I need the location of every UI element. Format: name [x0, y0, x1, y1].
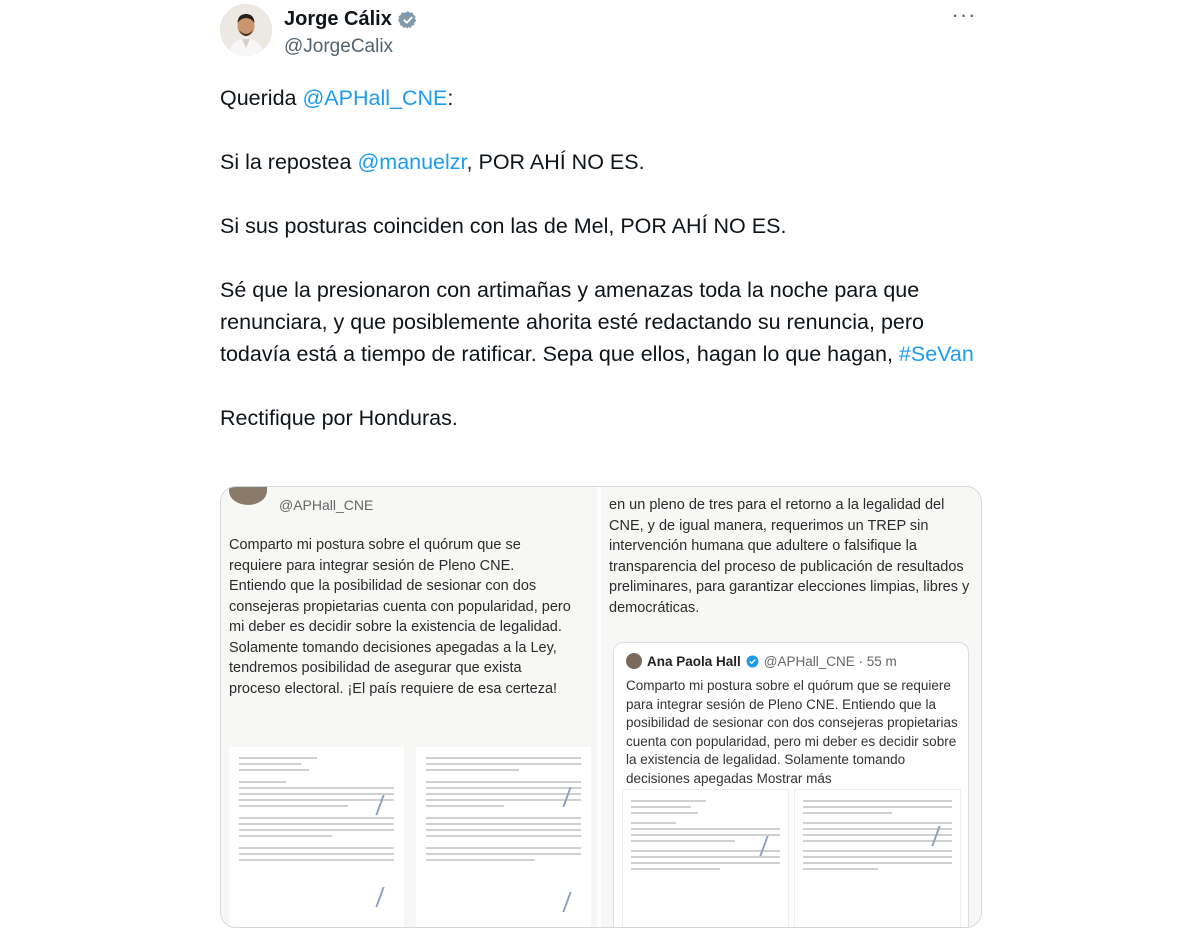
tweet-line-paragraph [220, 274, 980, 370]
author-name-row [284, 8, 418, 31]
tweet-line-greeting [220, 82, 980, 114]
quoted-name: Ana Paola Hall [647, 653, 741, 669]
document-page [622, 789, 789, 928]
tweet-line-posturas: Si sus posturas coinciden con las de Mel, POR AHÍ NO ES. [220, 214, 787, 238]
more-options-icon[interactable]: ··· [951, 2, 977, 27]
text-span: Sé que la presionaron con artimañas y amenazas toda la noche para que renunciara, y que posiblemente ahorita esté redactando su renuncia, pero todavía está a tiempo de ratificar. Sepa que ellos, hagan lo que hagan, [220, 278, 924, 366]
text-span: Si la repostea [220, 150, 358, 174]
quoted-tweet-header [626, 653, 897, 669]
author-display-name[interactable]: Jorge Cálix [284, 8, 392, 30]
image-left-text: Comparto mi postura sobre el quórum que se requiere para integrar sesión de Pleno CNE. Entiendo que la posibilidad de sesionar con dos consejeras propietarias cuenta con popularidad, pero mi deber es decidir sobre la existencia de legalidad. Solamente tomando decisiones apegadas a la Ley, tendremos posibilidad de asegurar que exista proceso electoral. ¡El país requiere de esa certeza! [229, 537, 571, 697]
tweet-line-closing: Rectifique por Honduras. [220, 406, 458, 430]
media-image-right[interactable] [601, 487, 981, 927]
text-span: , POR AHÍ NO ES. [466, 150, 645, 174]
tweet-media[interactable] [220, 486, 982, 928]
mention-aphall[interactable]: @APHall_CNE [302, 86, 448, 110]
document-page [416, 747, 591, 928]
quoted-text: Comparto mi postura sobre el quórum que se requiere para integrar sesión de Pleno CNE. Entiendo que la posibilidad de sesionar con dos consejeras propietarias cuenta con popularidad, pero mi deber es decidir sobre la existencia de legalidad. Solamente tomando decisiones apegadas Mostrar más [626, 678, 958, 786]
quoted-avatar [626, 653, 642, 669]
author-avatar[interactable] [220, 4, 272, 56]
media-image-left[interactable] [221, 487, 601, 927]
mention-manuelzr[interactable]: @manuelzr [357, 150, 467, 174]
tweet [220, 0, 980, 900]
quoted-meta: @APHall_CNE · 55 m [763, 653, 897, 669]
avatar-image [220, 4, 272, 56]
author-handle[interactable]: @JorgeCalix [284, 36, 394, 57]
verified-badge-icon [398, 10, 418, 30]
text-span: : [447, 86, 454, 110]
image-right-text: en un pleno de tres para el retorno a la legalidad del CNE, y de igual manera, requerimos un TREP sin intervención humana que adultere o falsifique la transparencia del proceso de publicación de resultados preliminares, para garantizar elecciones limpias, libres y democráticas. [609, 497, 970, 616]
document-page [794, 789, 961, 928]
quoted-tweet-card [613, 642, 969, 928]
tweet-text [220, 82, 980, 434]
document-page [229, 747, 404, 928]
text-span: Querida [220, 86, 303, 110]
tweet-line-repost [220, 146, 980, 178]
verified-badge-icon [746, 655, 759, 668]
image-avatar [229, 486, 267, 505]
image-handle: @APHall_CNE [279, 497, 374, 513]
hashtag-sevan[interactable]: #SeVan [898, 342, 974, 366]
